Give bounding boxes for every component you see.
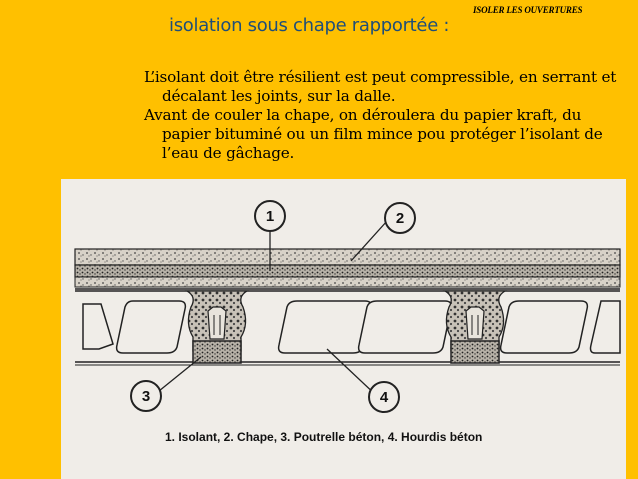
figure-caption: 1. Isolant, 2. Chape, 3. Poutrelle béton, 4. Hourdis béton [165, 430, 483, 444]
paragraph-isolant: L’isolant doit être résilient est peut compressible, en serrant et décalant les joints, sur la dalle. [144, 68, 617, 105]
svg-text:4: 4 [379, 389, 389, 406]
callout-3 [131, 381, 161, 411]
callout-2 [385, 203, 415, 233]
hourdis-voids [83, 301, 620, 353]
poutrelle-right [445, 291, 505, 363]
paragraph-chape: Avant de couler la chape, on déroulera du papier kraft, du papier bituminé ou un film mince pou protéger l’isolant de l’eau de gâchage. [144, 106, 603, 162]
svg-text:1: 1 [265, 208, 275, 225]
slide-title: isolation sous chape rapportée : [169, 15, 450, 36]
section-header-tag: ISOLER LES OUVERTURES [473, 5, 583, 15]
floor-section-figure [61, 179, 626, 479]
floor-section-diagram [61, 179, 626, 479]
poutrelle-left [187, 291, 247, 363]
svg-text:2: 2 [395, 210, 405, 227]
body-text [144, 68, 624, 163]
svg-text:3: 3 [141, 388, 151, 405]
chape-layers [75, 249, 620, 289]
callout-1 [255, 201, 285, 231]
callout-4 [369, 382, 399, 412]
